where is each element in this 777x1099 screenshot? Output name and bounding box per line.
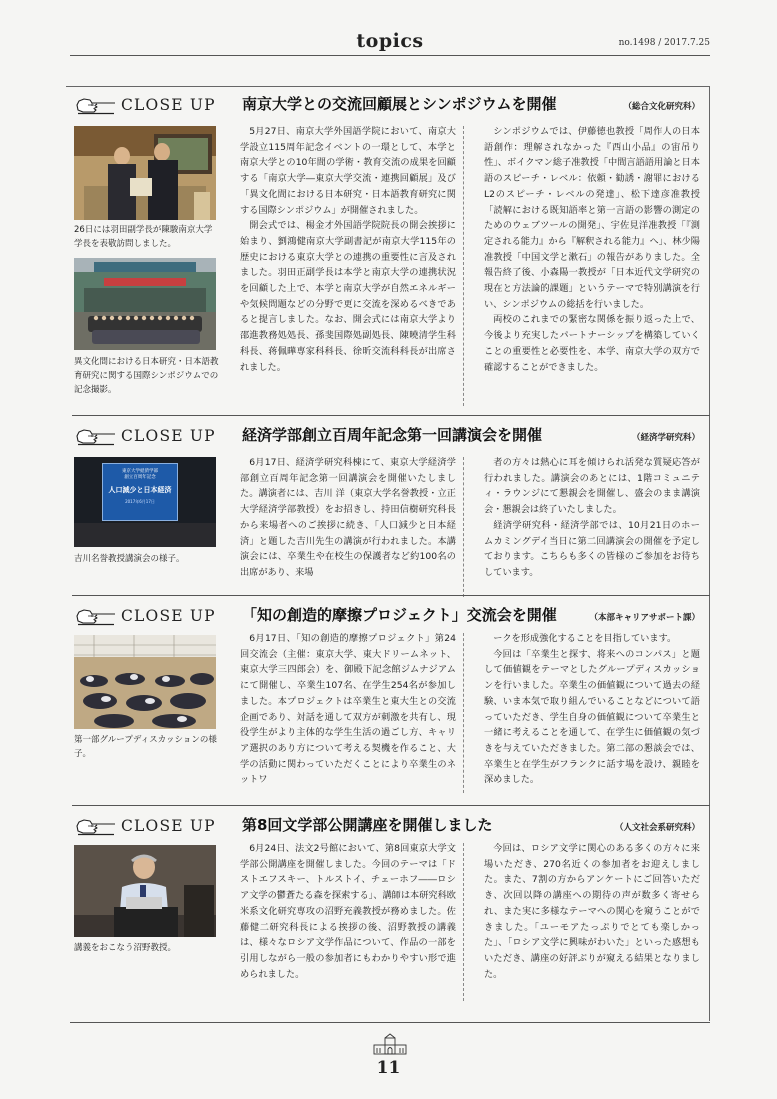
close-up-badge [76, 426, 216, 446]
article-body-right [484, 124, 700, 375]
header-title: topics [356, 30, 424, 52]
article-title: 経済学部創立百周年記念第一回講演会を開催 [242, 426, 543, 444]
department-label: （総合文化研究科） [623, 102, 700, 112]
caption: 第一部グループディスカッションの様子。 [74, 735, 217, 759]
article-header [72, 601, 708, 631]
page-number: 11 [376, 1058, 401, 1078]
badge-label: CLOSE UP [121, 96, 216, 114]
paragraph: シンポジウムでは、伊藤徳也教授「周作人の日本語創作：理解されなかった『西山小品』の宙吊り性」、ボイクマン総子准教授「中間言語語用論と日本語のスピーチ・レベル：依頼・勧誘・謝罪におけるL2のスピーチ・レベルの発達」、松下達彦准教授「読解における既知語率と第一言語の影響の測定のためのウェブツールの開発」、宇佐見洋准教授「『測定される能力』から『解釈される能力』へ」、林少陽准教授「中国文学と漱石」の報告がありました。全報告終了後、小森陽一教授が「日本近代文学研究の現在と方法論的課題」というテーマで特別講演を行い、シンポジウムの総括を行いました。 [484, 126, 700, 310]
column-divider [463, 126, 464, 406]
article-economics [72, 421, 708, 578]
close-up-badge [76, 816, 216, 836]
article-body-left [240, 124, 456, 375]
paragraph: 今回は「卒業生と探す、将来へのコンパス」と題して価値観をテーマとしたグループディスカッションを行いました。卒業生の価値観について過去の経験、いま本気で取り組んでいることなどについて語っていただき、学生自身の価値観について卒業生と一緒に考えることを通して、在学生に価値観の気づきを与えていただきました。第二部の懇談会では、卒業生と在学生がフランクに話す場を設け、親睦を深めました。 [484, 648, 700, 786]
article-title: 「知の創造的摩擦プロジェクト」交流会を開催 [242, 606, 557, 624]
article-creative-friction [72, 601, 708, 786]
article-body-right [484, 455, 700, 581]
article-body-left [240, 841, 456, 982]
slide-text: 2017年6月17日 [125, 499, 155, 504]
paragraph: 者の方々は熱心に耳を傾けられ活発な質疑応答が行われました。講演会のあとには、1階コミュニティ・ラウンジにて懇親会を開催し、盛会のまま講演会・懇親会は終了いたしました。 [484, 457, 700, 516]
caption: 講義をおこなう沼野教授。 [74, 943, 177, 953]
slide-text: 東京大学経済学部 [122, 469, 158, 474]
caption: 26日には羽田副学長が陳駿南京大学学長を表敬訪問しました。 [74, 225, 213, 249]
article-title: 南京大学との交流回顧展とシンポジウムを開催 [242, 95, 557, 113]
pointing-hand-icon [76, 95, 116, 115]
photo-lecture-slide [74, 457, 216, 547]
article-literature-lecture [72, 811, 708, 980]
paragraph: 6月17日、「知の創造的摩擦プロジェクト」第24回交流会（主催：東京大学、東大ドリームネット、東京大学三四郎会）を、御殿下記念館ジムナジアムにて開催し、卒業生107名、在学生254名が参加しました。本プロジェクトは卒業生と東大生との交流企画であり、対話を通して双方が刺激を共有し、現役学生がより主体的な学生生活の過ごし方、キャリア選択のあり方について考える契機を作ること、大学の活動に関わっていただくことにより卒業生のネットワ [240, 633, 456, 786]
paragraph: 開会式では、楊金才外国語学院院長の開会挨拶に始まり、劉鴻健南京大学副書記が南京大学115年の歴史における東京大学との連携の重要性に言及されました。羽田正副学長は本学と南京大学の連携状況を回顧した上で、本学と南京大学が自然エネルギーや気候問題などの分野で更に交流を深めるべきであると提言しました。なお、開会式には南京大学より邵進教務処処長、孫斐国際処副処長、陳曉清学生科科長、蒋佩曄専家科科長、徐昕交流科科長が出席されました。 [240, 220, 456, 373]
article-header [72, 90, 708, 120]
pointing-hand-icon [76, 606, 116, 626]
article-header [72, 421, 708, 451]
caption: 異文化間における日本研究・日本語教育研究に関する国際シンポジウムでの記念撮影。 [74, 357, 219, 395]
paragraph: 経済学研究科・経済学部では、10月21日のホームカミングデイ当日に第二回講演会の開催を予定しております。こちらも多くの皆様のご参加をお待ちしています。 [484, 519, 700, 578]
paragraph: 両校のこれまでの緊密な関係を振り返った上で、今後より充実したパートナーシップを構築していくことの重要性と必要性を、本学、南京大学の双方で確認することができました。 [484, 314, 700, 373]
slide-title: 人口減少と日本経済 [108, 486, 172, 494]
slide-text: 創立百周年記念 [124, 475, 156, 480]
close-up-badge [76, 606, 216, 626]
photo-group-discussion [74, 635, 216, 729]
article-body-right [484, 631, 700, 788]
page-header [70, 30, 710, 56]
yasuda-auditorium-icon [373, 1033, 407, 1055]
article-body-left [240, 455, 456, 581]
badge-label: CLOSE UP [121, 427, 216, 445]
article-body-left [240, 631, 456, 788]
article-body-right [484, 841, 700, 982]
paragraph: 5月27日、南京大学外国語学院において、南京大学設立115周年記念イベントの一環として、本学と南京大学との10年間の学術・教育交流の成果を回顧する「南京大学―東京大学交流・連携回顧展」及び「異文化間における日本研究・日本語教育研究に関する国際シンポジウム」が開催されました。 [240, 126, 456, 216]
column-divider [463, 843, 464, 1001]
article-header [72, 811, 708, 841]
article-nanjing [72, 90, 708, 395]
issue-info: no.1498 / 2017.7.25 [618, 38, 710, 48]
pointing-hand-icon [76, 816, 116, 836]
photo-vice-president-meeting [74, 126, 216, 220]
badge-label: CLOSE UP [121, 817, 216, 835]
audience [74, 523, 216, 547]
projection-screen [102, 463, 178, 521]
badge-label: CLOSE UP [121, 607, 216, 625]
paragraph: 今回は、ロシア文学に関心のある多くの方々に来場いただき、270名近くの参加者をお迎えしました。また、7割の方からアンケートにご回答いただき、次回以降の講座への期待の声が数多く寄せられ、また実に多様なテーマへの関心を窺うことができました。「ユーモアたっぷりでとても楽しかった」、「ロシア文学に興味がわいた」といった感想もいただき、講座の好評ぶりが窺える結果となりました。 [484, 843, 700, 980]
paragraph: ークを形成強化することを目指しています。 [493, 633, 677, 644]
paragraph: 6月17日、経済学研究科棟にて、東京大学経済学部創立百周年記念第一回講演会を開催いたしました。講演者には、吉川 洋（東京大学名誉教授・立正大学経済学部教授）をお招きし、持田信樹研究科長から来場者へのご挨拶に続き、「人口減少と日本経済」と題した吉川先生の講演が行われました。本講演会には、卒業生や在校生の保護者など約100名の出席があり、来場 [240, 457, 456, 578]
department-label: （経済学研究科） [631, 433, 700, 443]
photo-professor-lecture [74, 845, 216, 937]
column-divider [463, 633, 464, 793]
section-divider [72, 595, 710, 596]
footer-divider [70, 1022, 710, 1023]
photo-symposium-group [74, 258, 216, 350]
paragraph: 6月24日、法文2号館において、第8回東京大学文学部公開講座を開催しました。今回のテーマは「ドストエフスキー、トルストイ、チェーホフ――ロシア文学の鬱蒼たる森を探索する」、講師は本研究科欧米系文化研究専攻の沼野充義教授が務めました。佐藤健二研究科長による挨拶の後、沼野教授の講義は、様々なロシア文学作品について、作品の一部を引用しながら一般の参加者にもわかりやすい形で進められました。 [240, 843, 456, 980]
article-title: 第8回文学部公開講座を開催しました [242, 816, 493, 834]
department-label: （本部キャリアサポート課） [589, 613, 700, 623]
department-label: （人文社会系研究科） [614, 823, 700, 833]
section-divider [72, 805, 710, 806]
section-divider [72, 415, 710, 416]
caption: 吉川名誉教授講演会の様子。 [74, 554, 185, 564]
pointing-hand-icon [76, 426, 116, 446]
column-divider [463, 457, 464, 597]
close-up-badge [76, 95, 216, 115]
